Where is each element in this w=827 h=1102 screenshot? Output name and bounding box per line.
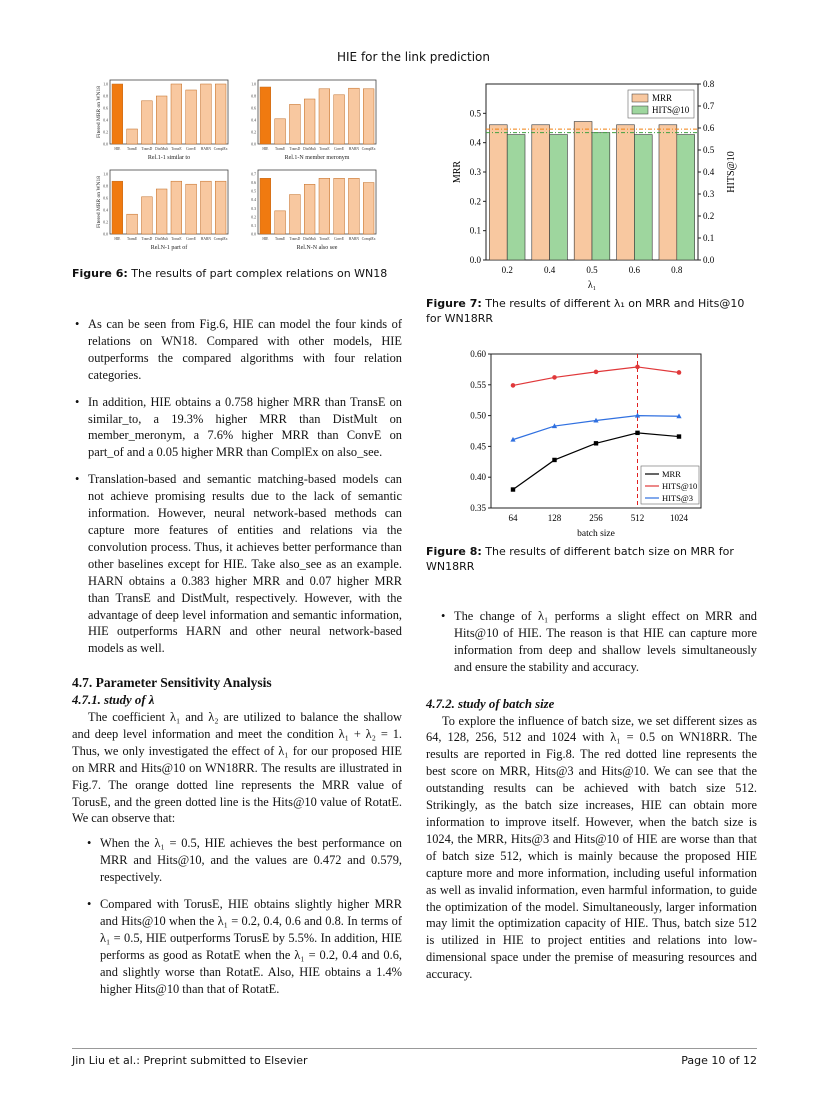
- fig6-xtick: TransE: [274, 237, 286, 241]
- fig6-xtick: TransD: [141, 237, 153, 241]
- fig6-bar: [156, 189, 167, 234]
- fig8-legend-label: MRR: [662, 469, 681, 479]
- fig7-y2label: HITS@10: [726, 151, 737, 193]
- fig6-ytick: 0.8: [251, 94, 256, 99]
- fig8-point: [552, 375, 557, 380]
- fig8-ytick: 0.35: [470, 503, 486, 513]
- fig8-ytick: 0.55: [470, 379, 486, 390]
- fig6-panel-2: [96, 170, 228, 251]
- fig6-ytick: 0.4: [103, 208, 108, 213]
- fig6-bar: [363, 183, 374, 234]
- fig6-ylabel: Fitered MRR on WN18: [96, 176, 102, 228]
- fig8-point: [635, 431, 639, 435]
- running-header: HIE for the link prediction: [336, 50, 491, 64]
- page-footer: [72, 1048, 757, 1067]
- fig7-y2tick: 0.8: [703, 79, 715, 89]
- bullet-baseline-analysis: • Translation-based and semantic matching-based models can not achieve promising results due to the lack of semantic information. However, neural network-based methods can capture more features of entities and relations via the convolution process. Thus, it achieves better performance than other baselines except for HIE. Take also_see as an example. HARN obtains a 0.383 higher MRR and 0.07 higher MRR than TransE and DistMult, respectively. However, with the advantage of deep level information and semantic information, HIE outperforms HARN and other neural network-based models as well.: [72, 471, 402, 657]
- figure-7-chart: [448, 78, 738, 290]
- fig8-point: [511, 487, 515, 491]
- fig6-xtick: TorusE: [319, 237, 330, 241]
- figure-8-chart: [455, 346, 715, 536]
- fig7-y2tick: 0.6: [703, 123, 715, 133]
- fig6-ytick: 0.0: [103, 142, 108, 147]
- fig6-xtick: TransE: [274, 147, 286, 151]
- paragraph-batch-size: To explore the influence of batch size, we set different sizes as 64, 128, 256, 512 and 1024 with λ₁ = 0.5 on WN18RR. The results are reported in Fig.8. The red dotted line represents the best score on MRR, Hits@3 and Hits@10. We can see that the outstanding results can be achieved with batch size 512. Strikingly, as the batch size increases, HIE can obtain more information to improve itself. However, when the batch size is 1024, the MRR, Hits@3 and Hits@10 of HIE are worse than that of batch size 512, which is mainly because the proposed HIE capture more and more information, including useful information as well as invalid information, even harmful information, to guide the optimization of the model. Simultaneously, larger information may limit the optimization capacity of HIE. Thus, batch size 512 is utilized in HIE to project entities and relations into low-dimensional space under the premise of measuring resources and accuracy.: [426, 713, 757, 982]
- fig7-bar-mrr: [574, 122, 592, 260]
- fig6-xtick: TransD: [141, 147, 153, 151]
- fig6-xtick: ComplEx: [213, 237, 228, 241]
- fig6-bar: [112, 84, 123, 144]
- fig6-ytick: 1.0: [251, 82, 256, 87]
- fig6-ytick: 0.4: [103, 118, 108, 123]
- fig7-y2tick: 0.5: [703, 145, 715, 155]
- fig6-xtick: TransD: [289, 237, 301, 241]
- subsection-heading-batch: 4.7.2. study of batch size: [426, 696, 555, 711]
- fig8-ytick: 0.50: [470, 410, 486, 421]
- fig7-bar-hits10: [634, 135, 652, 260]
- fig7-ytick: 0.3: [469, 167, 481, 177]
- fig6-ytick: 0.2: [251, 130, 256, 135]
- fig6-xtick: HIE: [114, 237, 121, 241]
- fig6-xtick: HIE: [262, 147, 269, 151]
- fig6-xtick: ConvE: [334, 147, 345, 151]
- fig6-bar: [275, 211, 286, 234]
- fig6-ytick: 1.0: [103, 172, 108, 177]
- fig6-xtick: HARN: [348, 237, 359, 241]
- right-column: [426, 608, 757, 983]
- fig6-xtick: DistMult: [303, 237, 317, 241]
- fig6-ytick: 0.6: [251, 106, 256, 111]
- fig6-xtick: ConvE: [186, 147, 197, 151]
- fig6-ytick: 0.5: [251, 189, 256, 194]
- fig6-ytick: 0.2: [103, 220, 108, 225]
- fig7-bar-mrr: [532, 125, 550, 260]
- fig7-xtick: 0.2: [501, 265, 513, 275]
- fig7-ytick: 0.1: [469, 225, 481, 236]
- fig6-xtick: TorusE: [319, 147, 330, 151]
- left-column: [72, 316, 402, 1008]
- fig6-panel-title: Rel.1-N member meronym: [284, 155, 350, 161]
- bullet-fig6-summary: • As can be seen from Fig.6, HIE can model the four kinds of relations on WN18. Compared with other models, HIE outperforms the compared algorithms with four relation categories.: [72, 316, 402, 384]
- fig8-xtick: 1024: [670, 513, 688, 523]
- fig6-ytick: 0.7: [251, 172, 256, 177]
- figure-8-caption: Figure 8: The results of different batch size on MRR for WN18RR: [426, 545, 734, 573]
- fig7-xtick: 0.8: [671, 265, 683, 275]
- fig8-xtick: 64: [508, 513, 518, 523]
- fig6-bar: [127, 129, 138, 144]
- paragraph-lambda: The coefficient λ₁ and λ₂ are utilized to balance the shallow and deep level information and meet the condition λ₁ + λ₂ = 1. Thus, we only investigated the effect of λ₁ for our proposed HIE on MRR and Hits@10 on WN18RR. The results are illustrated in Fig.7. The orange dotted line represents the MRR value of TorusE, and the green dotted line is the Hits@10 value of RotatE. We can observe that:: [72, 710, 402, 826]
- fig7-bar-mrr: [617, 125, 635, 260]
- fig8-xtick: 512: [630, 513, 645, 523]
- fig7-y2tick: 0.7: [703, 101, 715, 111]
- fig7-legend-label: MRR: [652, 93, 673, 103]
- fig6-ytick: 0.0: [251, 142, 256, 147]
- fig6-bar: [142, 101, 153, 144]
- fig6-bar: [304, 99, 315, 144]
- fig8-point: [511, 383, 516, 388]
- fig6-xtick: ComplEx: [213, 147, 228, 151]
- fig6-bar: [171, 181, 182, 234]
- fig7-legend-label: HITS@10: [652, 105, 690, 115]
- fig8-legend-label: HITS@3: [662, 493, 693, 503]
- fig6-ytick: 0.6: [103, 196, 108, 201]
- fig6-xtick: HARN: [200, 237, 211, 241]
- fig8-xtick: 128: [547, 513, 562, 523]
- fig6-ytick: 0.0: [103, 232, 108, 237]
- fig6-xtick: HIE: [262, 237, 269, 241]
- figure-6: [84, 76, 384, 258]
- fig7-legend-swatch: [632, 94, 648, 102]
- fig8-point: [677, 434, 681, 438]
- fig6-ytick: 0.0: [251, 232, 256, 237]
- fig6-panel-title: Rel.N-1 part of: [150, 245, 188, 251]
- fig7-y2tick: 0.1: [703, 233, 715, 243]
- fig7-xtick: 0.5: [586, 265, 598, 275]
- fig6-xtick: DistMult: [303, 147, 317, 151]
- figure-7-caption: Figure 7: The results of different λ₁ on MRR and Hits@10 for WN18RR: [426, 297, 745, 325]
- fig6-bar: [349, 178, 360, 234]
- fig6-xtick: ConvE: [334, 237, 345, 241]
- bullet-lambda-effect: • The change of λ₁ performs a slight effect on MRR and Hits@10 of HIE. The reason is that HIE can capture more information from deep and shallow levels simultaneously and ensure the stability and accuracy.: [438, 608, 757, 676]
- fig8-point: [677, 370, 682, 375]
- fig6-panel-1: [251, 80, 376, 161]
- fig6-bar: [127, 214, 138, 234]
- bullet-lambda-best: • When the λ₁ = 0.5, HIE achieves the best performance on MRR and Hits@10, and the values are 0.472 and 0.579, respectively.: [84, 835, 402, 886]
- fig6-xtick: DistMult: [155, 147, 169, 151]
- fig7-bar-hits10: [550, 135, 568, 260]
- fig7-bar-hits10: [507, 135, 525, 260]
- fig8-point: [635, 365, 640, 370]
- fig6-panel-3: [251, 170, 376, 251]
- fig6-bar: [334, 178, 345, 234]
- fig6-ytick: 0.8: [103, 94, 108, 99]
- fig8-ytick: 0.40: [470, 472, 486, 483]
- fig6-bar: [290, 195, 301, 234]
- fig6-bar: [215, 181, 226, 234]
- fig6-bar: [349, 88, 360, 144]
- fig7-bar-hits10: [677, 135, 695, 260]
- fig6-ytick: 0.8: [103, 184, 108, 189]
- fig7-ytick: 0.0: [469, 255, 481, 265]
- fig7-ytick: 0.2: [469, 196, 481, 207]
- fig6-xtick: TransE: [126, 147, 138, 151]
- fig8-xtick: 256: [589, 513, 603, 523]
- figure-6-caption: Figure 6: The results of part complex relations on WN18: [72, 267, 388, 280]
- fig6-bar: [275, 119, 286, 144]
- fig6-ytick: 0.2: [103, 130, 108, 135]
- page-number: Page 10 of 12: [681, 1054, 757, 1067]
- footer-author: Jin Liu et al.: Preprint submitted to Elsevier: [72, 1054, 308, 1067]
- fig6-xtick: ConvE: [186, 237, 197, 241]
- fig6-panel-title: Rel.N-N also see: [296, 245, 338, 251]
- fig6-panel-0: [96, 80, 228, 161]
- section-heading: 4.7. Parameter Sensitivity Analysis: [72, 675, 272, 691]
- fig7-ytick: 0.5: [469, 108, 481, 119]
- fig6-bar: [142, 197, 153, 234]
- fig7-ylabel: MRR: [452, 160, 463, 184]
- fig7-y2tick: 0.0: [703, 255, 715, 265]
- fig6-bar: [186, 90, 197, 144]
- fig7-xtick: 0.6: [628, 265, 641, 275]
- fig8-ytick: 0.45: [470, 441, 486, 452]
- fig7-y2tick: 0.3: [703, 189, 715, 199]
- fig6-xtick: TorusE: [171, 237, 182, 241]
- fig6-bar: [260, 87, 271, 144]
- fig7-bar-mrr: [489, 125, 507, 260]
- fig6-xtick: DistMult: [155, 237, 169, 241]
- fig6-bar: [112, 181, 123, 234]
- fig6-ytick: 0.6: [103, 106, 108, 111]
- fig6-bar: [319, 89, 330, 144]
- fig6-xtick: HARN: [200, 147, 211, 151]
- fig6-bar: [290, 104, 301, 144]
- fig6-ytick: 0.6: [251, 181, 256, 186]
- fig7-y2tick: 0.4: [703, 167, 715, 177]
- fig6-xtick: TransE: [126, 237, 138, 241]
- fig6-bar: [260, 178, 271, 234]
- fig6-xtick: TorusE: [171, 147, 182, 151]
- fig7-y2tick: 0.2: [703, 211, 715, 221]
- fig8-point: [552, 458, 556, 462]
- fig6-xtick: HARN: [348, 147, 359, 151]
- fig7-xlabel: λ₁: [587, 280, 597, 290]
- fig6-ytick: 0.4: [251, 118, 256, 123]
- fig6-xtick: TransD: [289, 147, 301, 151]
- bullet-toruse-comparison: • Compared with TorusE, HIE obtains slightly higher MRR and Hits@10 when the λ₁ = 0.2, 0.4, 0.6 and 0.8. In terms of λ₁ = 0.5, HIE outperforms TorusE by 5.5%. In addition, HIE performs as good as RotatE when the λ₁ = 0.2, 0.4 and 0.6, and slightly worse than RotatE. Also, HIE obtains a 1.4% higher Hits@10 than that of RotatE.: [84, 896, 402, 997]
- fig8-point: [594, 370, 599, 375]
- fig6-xtick: HIE: [114, 147, 121, 151]
- fig6-ylabel: Fitered MRR on WN18: [96, 86, 102, 138]
- fig6-bar: [201, 181, 212, 234]
- fig6-ytick: 0.1: [251, 223, 256, 228]
- fig8-point: [594, 441, 598, 445]
- fig6-ytick: 0.2: [251, 215, 256, 220]
- subsection-heading-lambda: 4.7.1. study of λ: [72, 693, 155, 708]
- fig6-bar: [156, 96, 167, 144]
- fig8-xlabel: batch size: [577, 529, 615, 536]
- fig7-bar-mrr: [659, 125, 677, 260]
- fig6-bar: [304, 184, 315, 234]
- fig8-ytick: 0.60: [470, 349, 486, 359]
- fig7-bar-hits10: [592, 133, 610, 260]
- bullet-mrr-comparison: • In addition, HIE obtains a 0.758 higher MRR than TransE on similar_to, a 19.3% higher MRR than DistMult on member_meronym, a 7.6% higher MRR than ConvE on part_of and a 0.05 higher MRR than ComplEx on also_see.: [72, 394, 402, 462]
- fig6-bar: [171, 84, 182, 144]
- fig7-ytick: 0.4: [469, 137, 481, 148]
- fig6-xtick: ComplEx: [361, 237, 376, 241]
- fig6-ytick: 1.0: [103, 82, 108, 87]
- fig6-bar: [186, 184, 197, 234]
- fig6-bar: [201, 84, 212, 144]
- fig6-ytick: 0.4: [251, 198, 256, 203]
- fig6-bar: [363, 89, 374, 144]
- fig7-legend-swatch: [632, 106, 648, 114]
- fig6-xtick: ComplEx: [361, 147, 376, 151]
- fig8-legend-label: HITS@10: [662, 481, 698, 491]
- fig6-bar: [319, 178, 330, 234]
- fig6-bar: [215, 84, 226, 144]
- fig7-xtick: 0.4: [543, 265, 556, 275]
- fig6-bar: [334, 95, 345, 144]
- fig6-panel-title: Rel.1-1 similar to: [147, 155, 191, 161]
- fig6-ytick: 0.3: [251, 206, 256, 211]
